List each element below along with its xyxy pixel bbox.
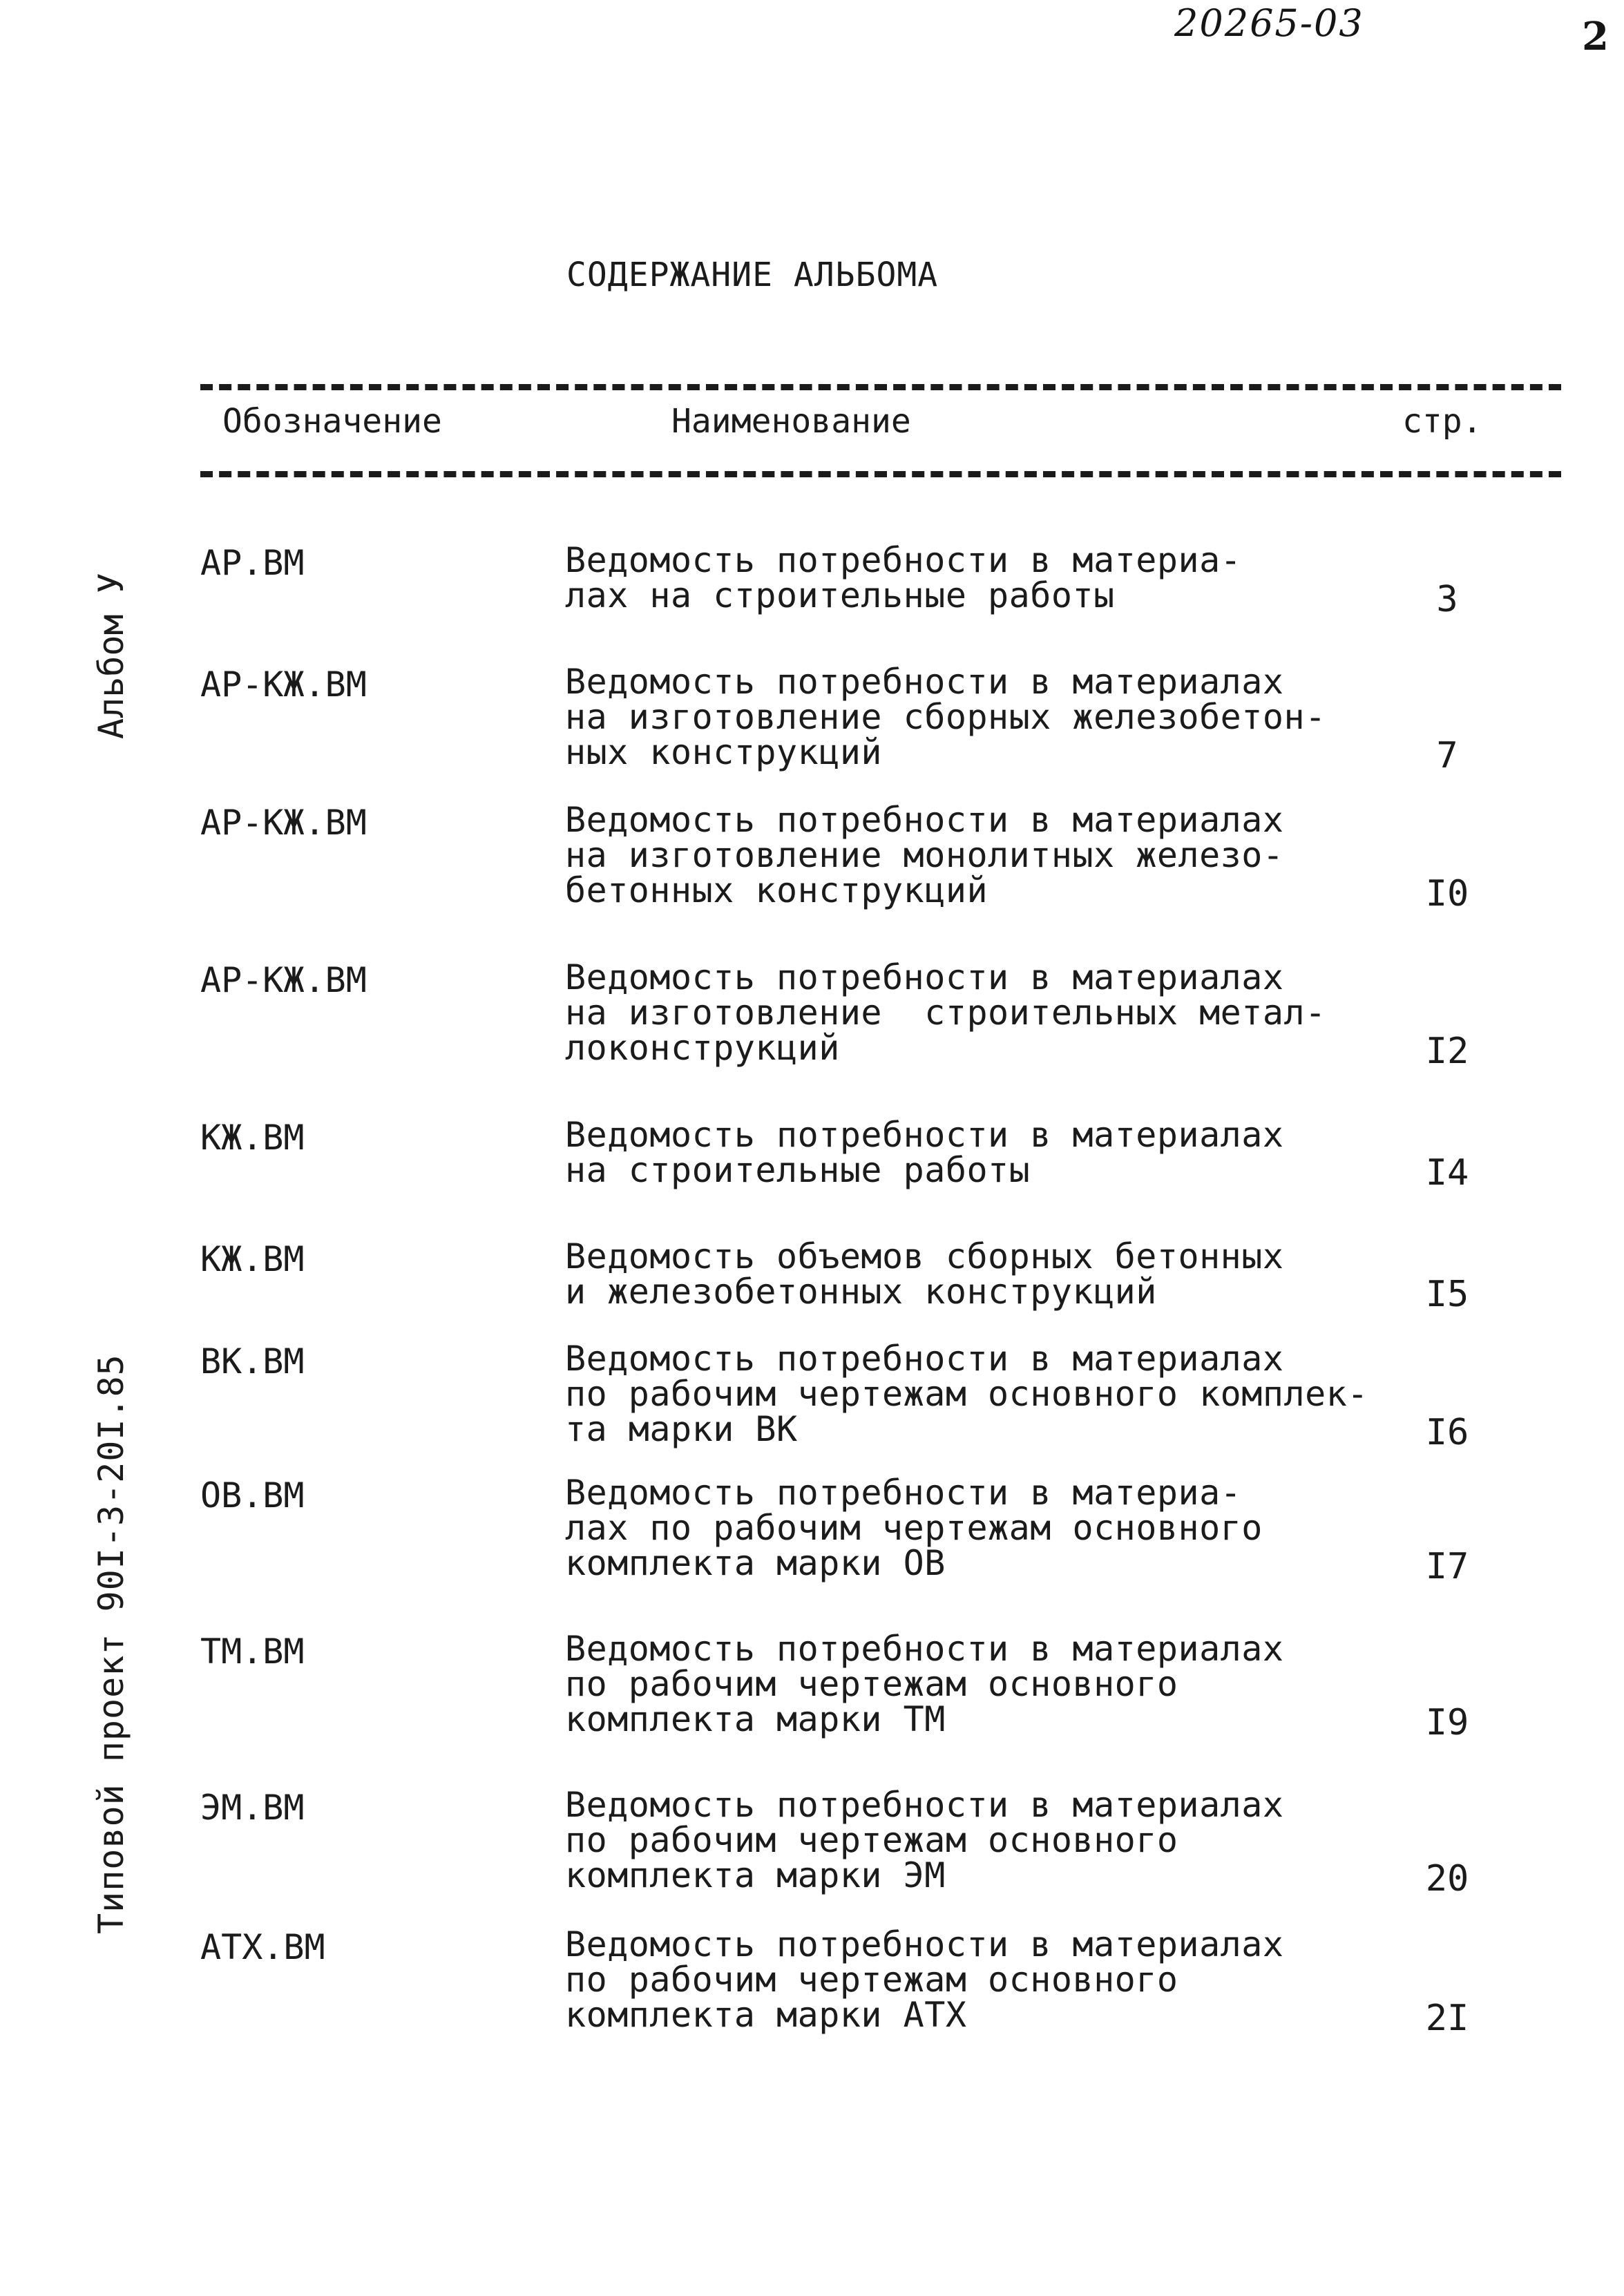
row-name: Ведомость объемов сборных бетонных и железобетонных конструкций: [565, 1236, 1284, 1312]
column-header-page: стр.: [1402, 402, 1482, 441]
row-page: I7: [1425, 1546, 1469, 1587]
album-label: Альбом У: [91, 573, 131, 739]
row-name: Ведомость потребности в материа- лах по рабочим чертежам основного комплекта марки ОВ: [565, 1473, 1263, 1583]
row-code: ТМ.ВМ: [200, 1632, 305, 1672]
row-name: Ведомость потребности в материалах на изготовление строительных метал- локонструкций: [565, 957, 1326, 1068]
row-name: Ведомость потребности в материалах по рабочим чертежам основного комплек- та марки ВК: [565, 1339, 1368, 1449]
row-page: I0: [1425, 873, 1469, 915]
row-code: АР-КЖ.ВМ: [200, 664, 367, 705]
row-code: АР-КЖ.ВМ: [200, 803, 367, 843]
row-code: КЖ.ВМ: [200, 1239, 305, 1279]
project-label: Типовой проект 90I-3-20I.85: [91, 1354, 131, 1934]
row-page: I9: [1425, 1702, 1469, 1743]
header-bottom-divider: [200, 471, 1561, 477]
row-name: Ведомость потребности в материалах на строительные работы: [565, 1115, 1284, 1190]
row-code: ЭМ.ВМ: [200, 1788, 305, 1828]
row-page: 20: [1425, 1858, 1469, 1900]
row-code: КЖ.ВМ: [200, 1118, 305, 1158]
row-code: ВК.ВМ: [200, 1341, 305, 1381]
row-page: 7: [1436, 735, 1458, 776]
row-page: 2I: [1425, 1998, 1469, 2039]
row-code: ОВ.ВМ: [200, 1475, 305, 1515]
header-top-divider: [200, 384, 1561, 390]
row-name: Ведомость потребности в материалах на изготовление монолитных железо- бетонных конструкций: [565, 800, 1284, 910]
row-name: Ведомость потребности в материалах на изготовление сборных железобетон- ных конструкций: [565, 662, 1326, 772]
row-name: Ведомость потребности в материалах по рабочим чертежам основного комплекта марки ТМ: [565, 1629, 1284, 1739]
page-number: 2: [1582, 14, 1610, 59]
column-header-name: Наименование: [671, 402, 911, 441]
page-title: СОДЕРЖАНИЕ АЛЬБОМА: [566, 256, 939, 294]
row-name: Ведомость потребности в материалах по рабочим чертежам основного комплекта марки АТХ: [565, 1924, 1284, 2035]
row-page: I6: [1425, 1412, 1469, 1453]
document-code: 20265-03: [1174, 1, 1364, 45]
row-page: 3: [1436, 579, 1458, 620]
column-header-code: Обозначение: [222, 402, 442, 441]
row-code: АР-КЖ.ВМ: [200, 960, 367, 1000]
row-name: Ведомость потребности в материалах по рабочим чертежам основного комплекта марки ЭМ: [565, 1785, 1284, 1895]
row-page: I2: [1425, 1031, 1469, 1072]
row-code: АР.ВМ: [200, 543, 305, 583]
row-code: АТХ.ВМ: [200, 1927, 325, 1967]
row-name: Ведомость потребности в материа- лах на строительные работы: [565, 540, 1242, 615]
row-page: I4: [1425, 1152, 1469, 1194]
row-page: I5: [1425, 1274, 1469, 1315]
